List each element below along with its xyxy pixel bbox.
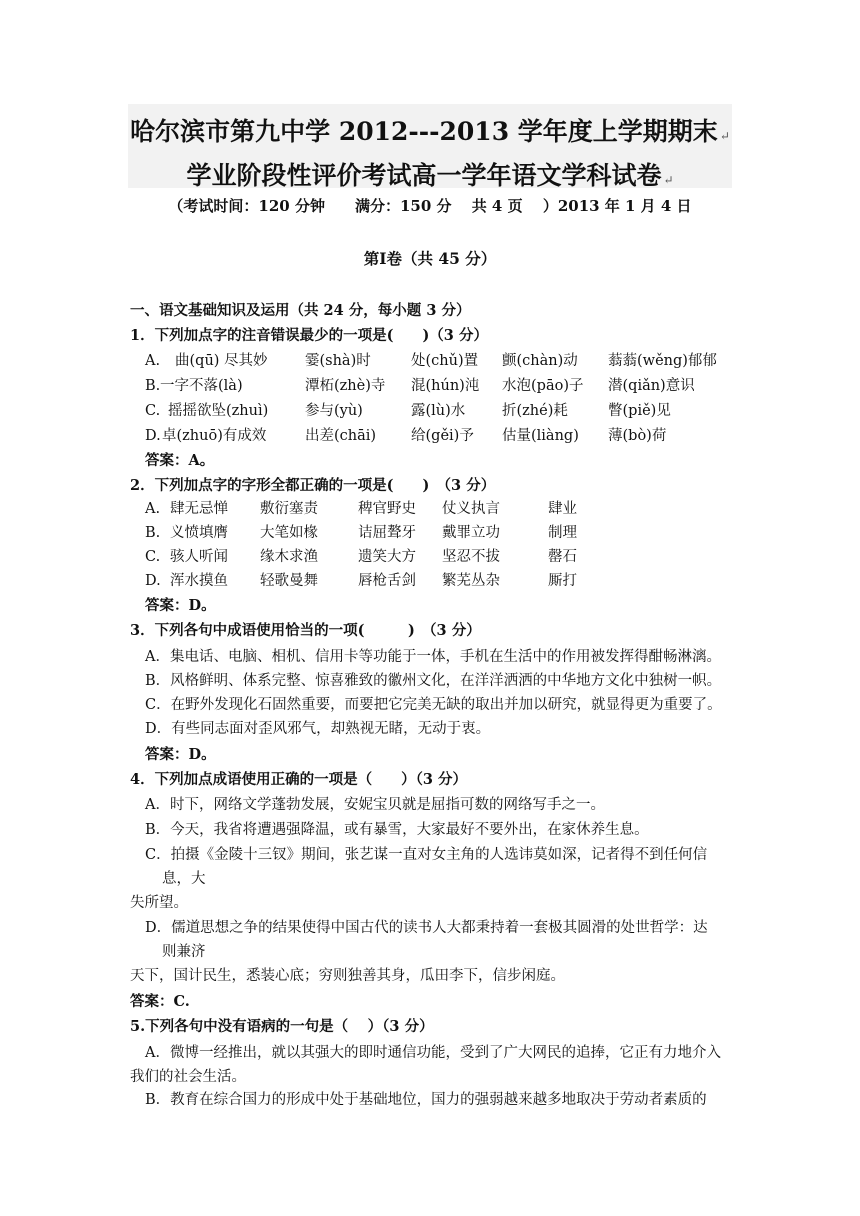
- question-2-stem: 2．下列加点字的字形全都正确的一项是( ) （3 分）: [130, 477, 496, 494]
- question-1-answer: 答案：A。: [145, 452, 215, 469]
- question-5-option-a: A．微博一经推出，就以其强大的即时通信功能，受到了广大网民的追捧，它正有力地介入我们的社会生活。: [130, 1045, 721, 1085]
- question-4-option-a: A．时下，网络文学蓬勃发展，安妮宝贝就是屈指可数的网络写手之一。: [145, 797, 605, 813]
- question-3-option-b: B．风格鲜明、体系完整、惊喜雅致的徽州文化，在洋洋洒洒的中华地方文化中独树一帜。: [145, 673, 722, 689]
- question-4-option-d-line1: D．儒道思想之争的结果使得中国古代的读书人大都秉持着一套极其圆滑的处世哲学：达: [145, 920, 708, 936]
- question-4-option-d-line2: 则兼济: [162, 944, 206, 960]
- exam-info: （考试时间：120 分钟 满分：150 分 共 4 页 ）2013 年 1 月 4 日: [168, 197, 692, 215]
- exam-page: 哈尔滨市第九中学 2012---2013 学年度上学期期末 ↵ 学业阶段性评价考试高一学年语文学科试卷 ↵ （考试时间：120 分钟 满分：150 分 共 4 页 ）2013 年 1 月 4 日 第Ⅰ卷（共 45 分） 一、语文基础知识及运用（共 24 分，每小题 3 分） 1．下列加点字的注音错误最少的一项是( )（3 分） A. 曲(qū) 尽其妙 霎(shà)时 处(chǔ)置 颤(chàn)动 蓊蓊(wěng)郁郁 B. 一字不落(là) 潭柘(zhè)寺 混(hún)沌 水泡(pāo)子 潜(qiǎn)意识 C. 摇摇欲坠(zhuì) 参与(yù) 露(lù)水 折(zhé)耗 瞥(piě)见 D. 卓(zhuō)有成效 出差(chāi) 给(gěi)予 估量(liàng) 薄(bò)荷 答案：A。 2．下列加点字的字形全都正确的一项是( ) （3 分） A. 肆无忌惮 敷衍塞责 稗官野史 仗义执言 肆业 B. 义愤填膺 大笔如椽 诘屈聱牙 戴罪立功 制理 C. 骇人听闻 缘木求渔 遗笑大方 坚忍不拔 罄石 D. 浑水摸鱼 轻歌曼舞 唇枪舌剑 繁芜丛杂 厮打 答案：D。 3．下列各句中成语使用恰当的一项( ) （3 分） A．集电话、电脑、相机、信用卡等功能于一体，手机在生活中的作用被发挥得酣畅淋漓。 B．风格鲜明、体系完整、惊喜雅致的徽州文化，在洋洋洒洒的中华地方文化中独树一帜。 C．在野外发现化石固然重要，而要把它完美无缺的取出并加以研究，就显得更为重要了。 D．有些同志面对歪风邪气，却熟视无睹，无动于衷。 答案：D。 4．下列加点成语使用正确的一项是（ ）（3 分） A．时下，网络文学蓬勃发展，安妮宝贝就是屈指可数的网络写手之一。 B．今天，我省将遭遇强降温，或有暴雪，大家最好不要外出，在家休养生息。 C．拍摄《金陵十三钗》期间，张艺谋一直对女主角的人选讳莫如深，记者得不到任何信 息，大 失所望。 D．儒道思想之争的结果使得中国古代的读书人大都秉持着一套极其圆滑的处世哲学：达 则兼济 天下，国计民生，悉装心底；穷则独善其身，瓜田李下，信步闲庭。 答案：C. 5.下列各句中没有语病的一句是（ ）（3 分） A．微博一经推出，就以其强大的即时通信功能，受到了广大网民的追捧，它正有力地介入我们的社会生活。 B．教育在综合国力的形成中处于基础地位，国力的强弱越来越多地取决于劳动者素质的: [0, 0, 860, 1216]
- question-3-option-a: A．集电话、电脑、相机、信用卡等功能于一体，手机在生活中的作用被发挥得酣畅淋漓。: [145, 649, 721, 665]
- question-4-option-b: B．今天，我省将遭遇强降温，或有暴雪，大家最好不要外出，在家休养生息。: [145, 822, 649, 838]
- question-4-stem: 4．下列加点成语使用正确的一项是（ ）（3 分）: [130, 771, 467, 788]
- question-5-option-b: B．教育在综合国力的形成中处于基础地位，国力的强弱越来越多地取决于劳动者素质的: [145, 1092, 707, 1108]
- question-4-option-c-line1: C．拍摄《金陵十三钗》期间，张艺谋一直对女主角的人选讳莫如深，记者得不到任何信: [145, 847, 708, 863]
- exam-title-line2: 学业阶段性评价考试高一学年语文学科试卷 ↵: [186, 161, 674, 190]
- question-5-stem: 5.下列各句中没有语病的一句是（ ）（3 分）: [130, 1018, 434, 1035]
- question-4-option-c-line3: 失所望。: [130, 895, 188, 911]
- question-2-answer: 答案：D。: [145, 597, 216, 614]
- exam-title-line1: 哈尔滨市第九中学 2012---2013 学年度上学期期末 ↵: [130, 117, 730, 146]
- part-heading: 第Ⅰ卷（共 45 分）: [363, 249, 497, 268]
- question-3-stem: 3．下列各句中成语使用恰当的一项( ) （3 分）: [130, 622, 481, 639]
- question-4-option-c-line2: 息，大: [162, 871, 206, 887]
- question-3-option-c: C．在野外发现化石固然重要，而要把它完美无缺的取出并加以研究，就显得更为重要了。: [145, 697, 722, 713]
- question-1-stem: 1．下列加点字的注音错误最少的一项是( )（3 分）: [130, 327, 488, 344]
- question-3-answer: 答案：D。: [145, 746, 216, 763]
- question-3-option-d: D．有些同志面对歪风邪气，却熟视无睹，无动于衷。: [145, 721, 491, 737]
- section-heading: 一、语文基础知识及运用（共 24 分，每小题 3 分）: [130, 302, 471, 319]
- question-4-answer: 答案：C.: [130, 993, 190, 1010]
- question-4-option-d-line3: 天下，国计民生，悉装心底；穷则独善其身，瓜田李下，信步闲庭。: [130, 968, 565, 984]
